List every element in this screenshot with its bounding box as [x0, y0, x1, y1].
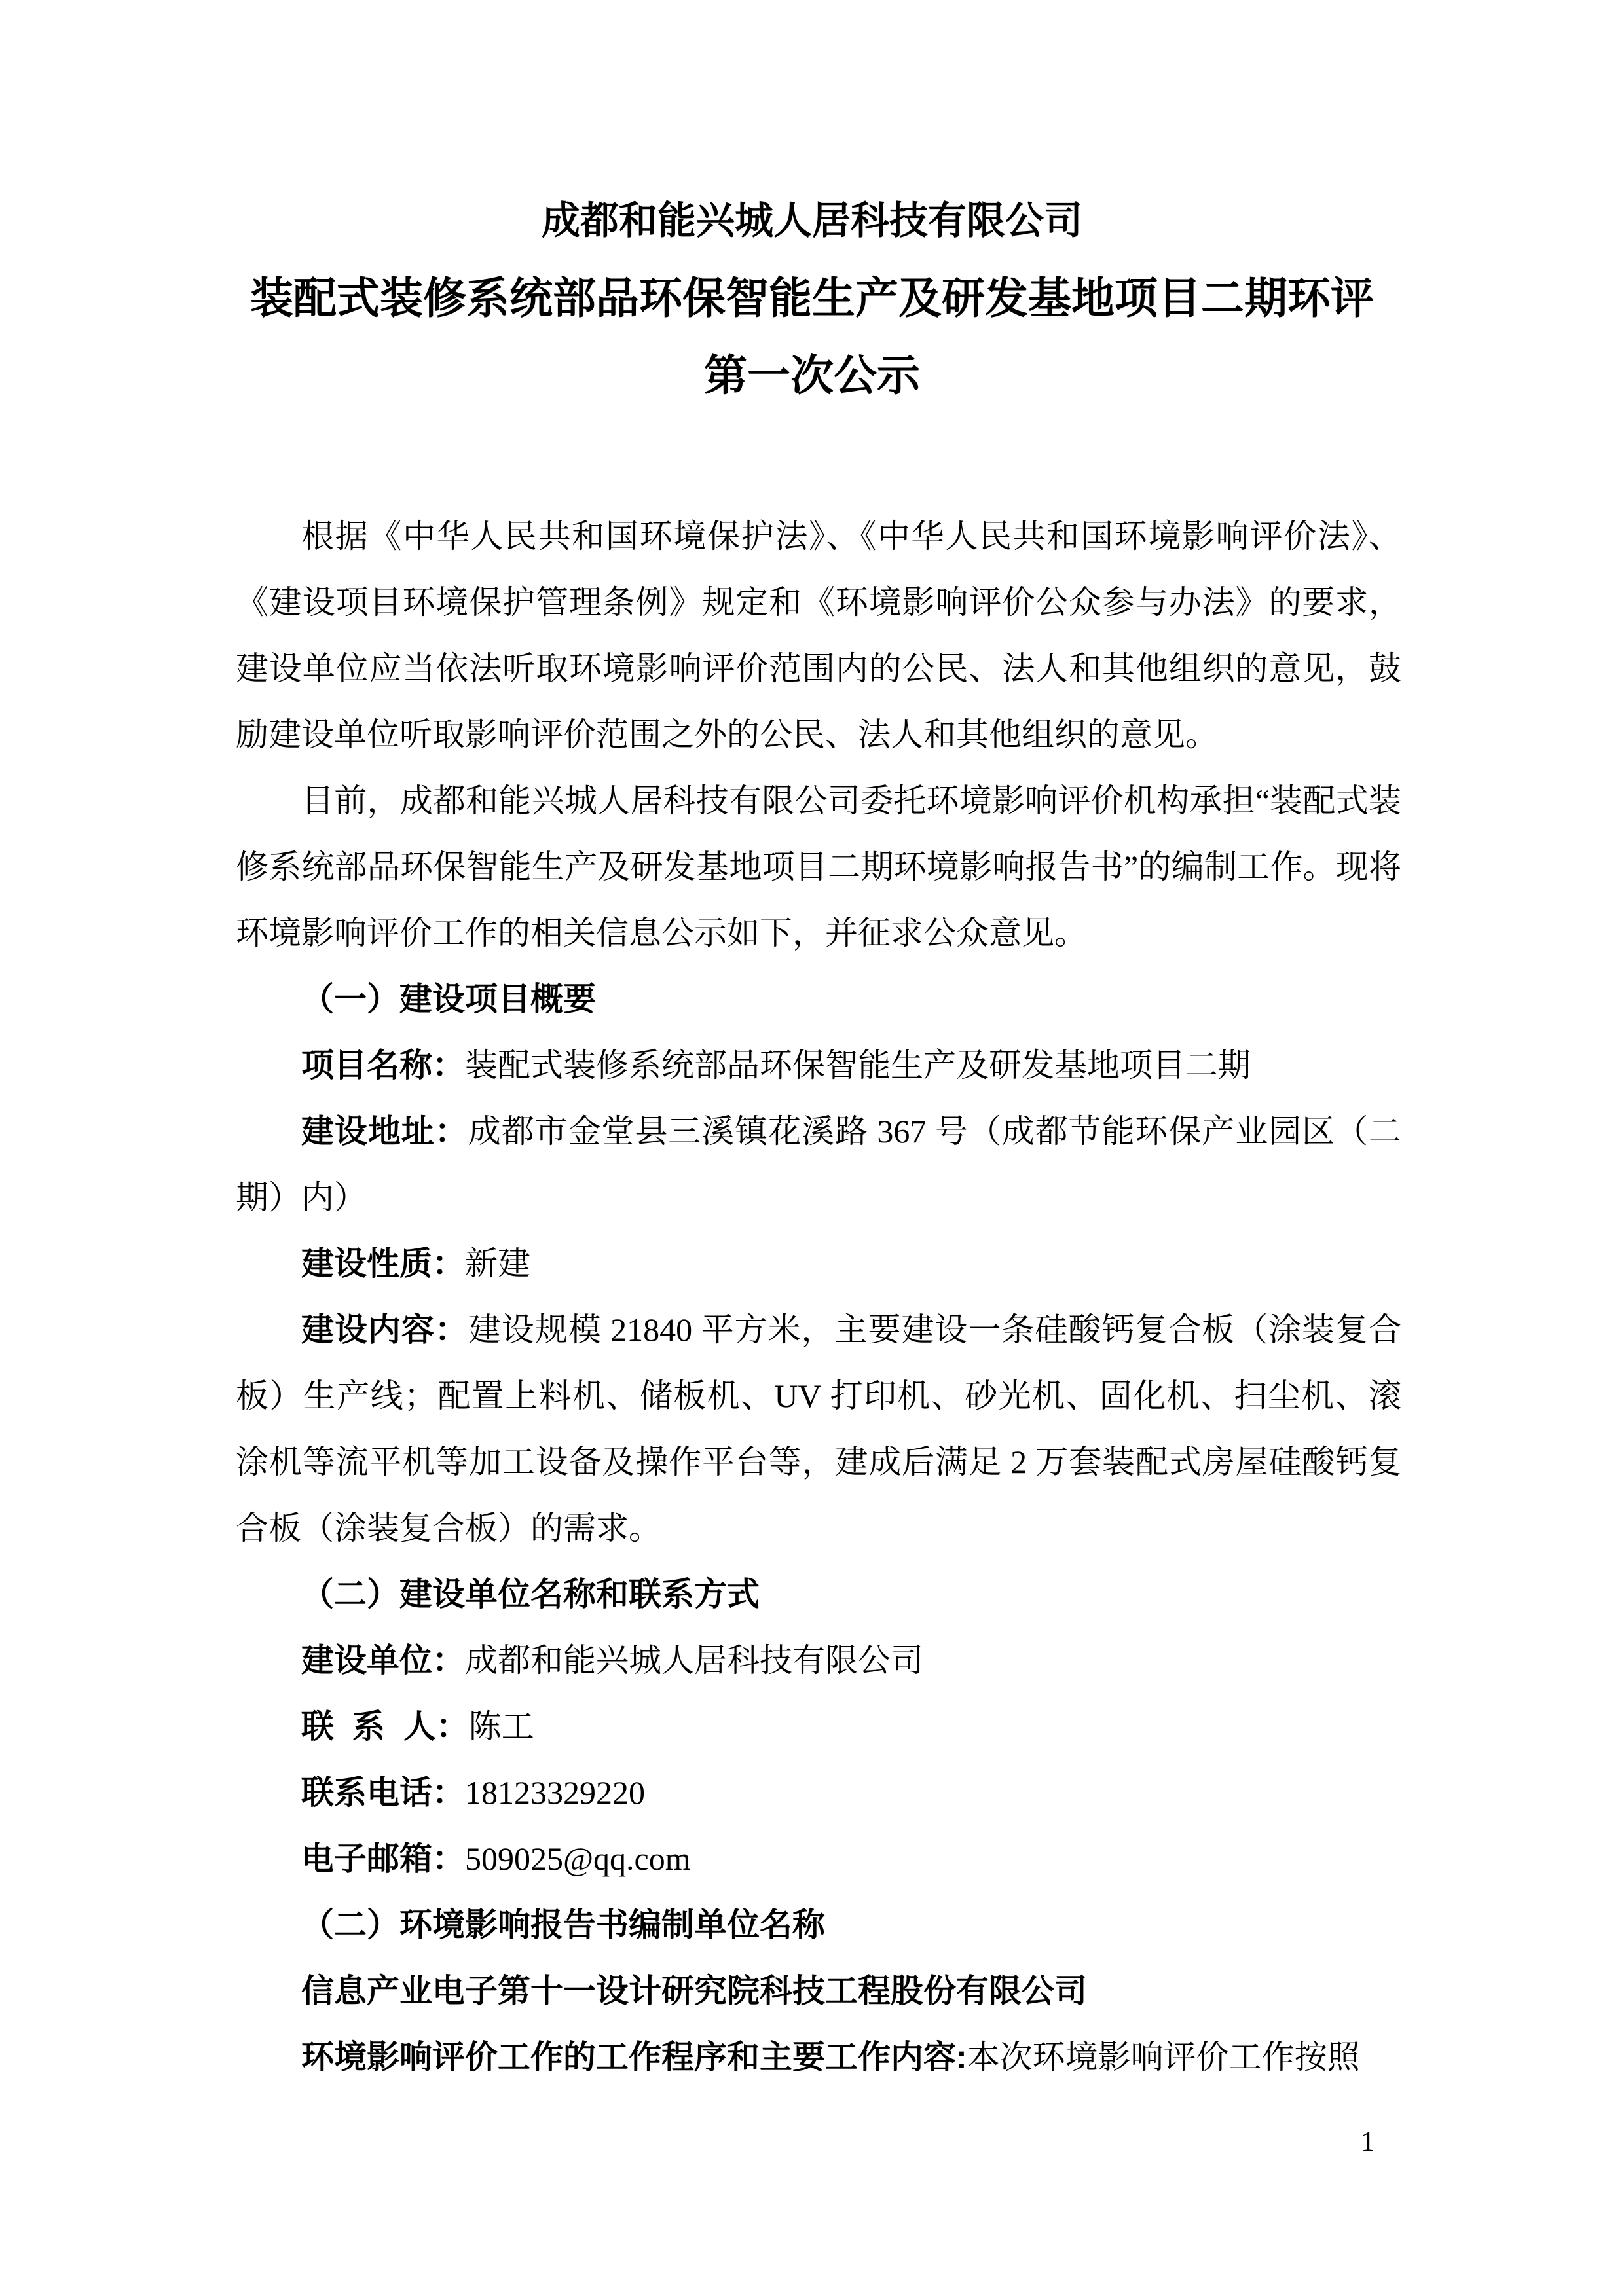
- paragraph-project-name: [236, 1032, 1401, 1099]
- paragraph-nature: [236, 1231, 1401, 1297]
- contact-person-value: 陈工: [468, 1708, 534, 1745]
- document-title-block: [0, 182, 1624, 414]
- nature-label: 建设性质：: [301, 1245, 465, 1282]
- paragraph-current-status: 目前，成都和能兴城人居科技有限公司委托环境影响评价机构承担“装配式装修系统部品环保智能生产及研发基地项目二期环境影响报告书”的编制工作。现将环境影响评价工作的相关信息公示如下，并征求公众意见。: [236, 782, 1401, 951]
- contact-person-label: 联 系 人：: [301, 1708, 469, 1745]
- procedure-value: 本次环境影响评价工作按照: [967, 2039, 1360, 2075]
- nature-value: 新建: [465, 1245, 530, 1282]
- paragraph-email: [236, 1826, 1401, 1892]
- document-body: [236, 503, 1401, 2090]
- project-name-value: 装配式装修系统部品环保智能生产及研发基地项目二期: [465, 1047, 1251, 1084]
- procedure-label: 环境影响评价工作的工作程序和主要工作内容:: [301, 2039, 967, 2075]
- address-label: 建设地址：: [301, 1113, 468, 1150]
- project-name-label: 项目名称：: [301, 1047, 465, 1084]
- company-title: 成都和能兴城人居科技有限公司: [541, 199, 1082, 242]
- paragraph-procedure: [236, 2024, 1401, 2090]
- phone-value: 18123329220: [465, 1774, 645, 1811]
- project-title: 装配式装修系统部品环保智能生产及研发基地项目二期环评: [250, 274, 1374, 322]
- paragraph-company: [236, 1628, 1401, 1694]
- section-heading-project-overview: （一）建设项目概要: [301, 981, 596, 1017]
- email-value: 509025@qq.com: [465, 1840, 691, 1877]
- paragraph-address: [236, 1099, 1401, 1231]
- build-content-value: 建设规模 21840 平方米，主要建设一条硅酸钙复合板（涂装复合板）生产线；配置上料机、储板机、UV 打印机、砂光机、固化机、扫尘机、滚涂机等流平机等加工设备及操作平台等，建成后满足 2 万套装配式房屋硅酸钙复合板（涂装复合板）的需求。: [236, 1311, 1402, 1546]
- paragraph-build-content: [236, 1297, 1401, 1561]
- section-heading-eia-unit: （二）环境影响报告书编制单位名称: [301, 1906, 825, 1943]
- section-heading-company-contact: （二）建设单位名称和联系方式: [301, 1576, 760, 1613]
- paragraph-phone: [236, 1760, 1401, 1826]
- company-label: 建设单位：: [301, 1642, 465, 1679]
- phone-label: 联系电话：: [301, 1774, 465, 1811]
- paragraph-eia-unit-name: 信息产业电子第十一设计研究院科技工程股份有限公司: [301, 1973, 1087, 2009]
- company-value: 成都和能兴城人居科技有限公司: [465, 1642, 923, 1679]
- email-label: 电子邮箱：: [301, 1840, 465, 1877]
- address-value: 成都市金堂县三溪镇花溪路 367 号（成都节能环保产业园区（二期）内）: [236, 1113, 1401, 1216]
- notice-title: 第一次公示: [704, 351, 920, 399]
- build-content-label: 建设内容：: [301, 1311, 468, 1348]
- paragraph-contact-person: [236, 1694, 1401, 1760]
- page-number: 1: [1361, 2126, 1375, 2157]
- paragraph-legal-basis: 根据《中华人民共和国环境保护法》、《中华人民共和国环境影响评价法》、《建设项目环境保护管理条例》规定和《环境影响评价公众参与办法》的要求，建设单位应当依法听取环境影响评价范围内的公民、法人和其他组织的意见，鼓励建设单位听取影响评价范围之外的公民、法人和其他组织的意见。: [236, 518, 1401, 753]
